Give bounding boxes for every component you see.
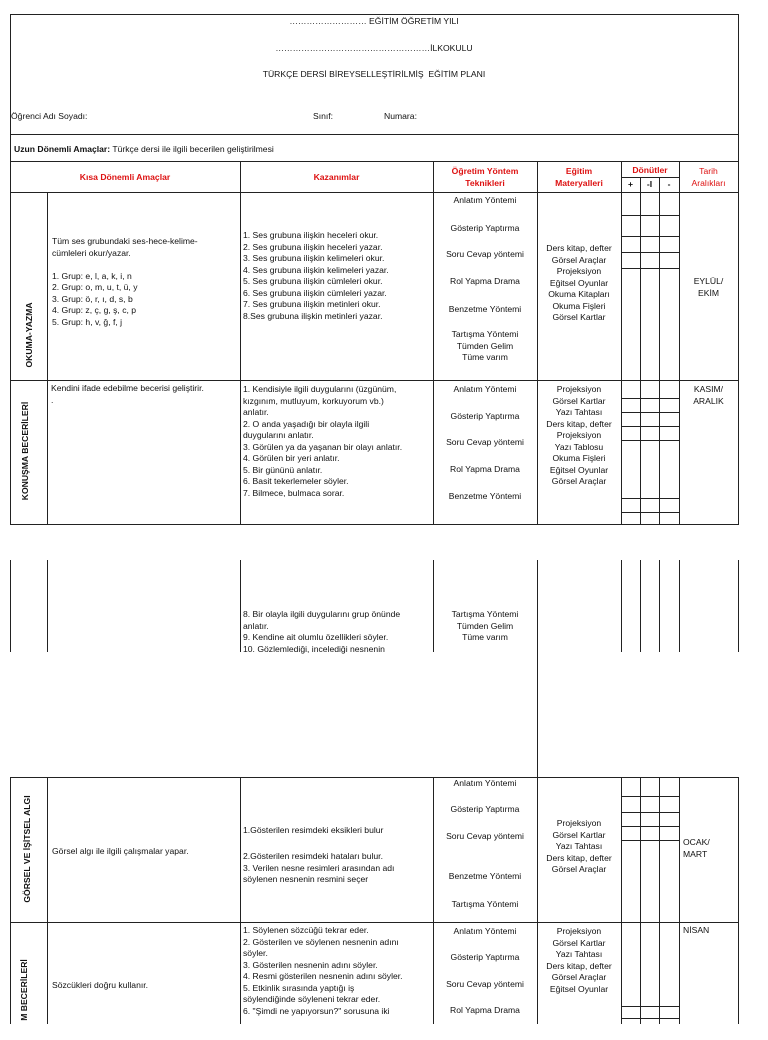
frame-left bbox=[10, 560, 11, 652]
frame-left bbox=[10, 777, 11, 1024]
method-item: Soru Cevap yöntemi bbox=[446, 831, 524, 841]
col-line bbox=[659, 777, 660, 1024]
plan-title: TÜRKÇE DERSİ BİREYSELLEŞTİRİLMİŞ EĞİTİM PLANI bbox=[262, 69, 486, 79]
col-line bbox=[47, 192, 48, 525]
dates-text: OCAK/ MART bbox=[683, 837, 710, 859]
outcomes-continued: 8. Bir olayla ilgili duygularını grup önünde anlatır. 9. Kendine ait olumlu özellikleri söyler. 10. Gözlemlediği, incelediği nesnenin bbox=[243, 609, 401, 654]
year-line: ……………………… EĞİTİM ÖĞRETİM YILI bbox=[289, 16, 459, 26]
fb-grid-line bbox=[621, 796, 679, 797]
method-item: Benzetme Yöntemi bbox=[448, 871, 522, 881]
fb-grid-line bbox=[621, 398, 679, 399]
col-line bbox=[240, 560, 241, 652]
materials-text: Ders kitap, defter Görsel Araçlar Projeksiyon Eğitsel Oyunlar Okuma Kitapları Okuma Fişleri Görsel Kartlar bbox=[546, 243, 612, 322]
col-fb-mid: -I bbox=[646, 179, 653, 189]
fb-grid-line bbox=[621, 826, 679, 827]
method-item: Soru Cevap yöntemi bbox=[446, 249, 524, 259]
materials-text: Projeksiyon Görsel Kartlar Yazı Tahtası Ders kitap, defter Projeksiyon Yazı Tablosu Okuma Fişleri Eğitsel Oyunlar Görsel Araçlar bbox=[546, 384, 612, 486]
fb-grid-line bbox=[621, 1018, 679, 1019]
rule bbox=[621, 177, 679, 178]
outcomes-text: 1. Söylenen sözcüğü tekrar eder. 2. Gösterilen ve söylenen nesnenin adını söyler. 3. Gösterilen nesnenin adını söyler. 4. Resmi gösterilen nesnenin adını söyler. 5. Etkinlik sırasında yaptığı iş söylendiğinde söyleneni tekrar eder. 6. "Şimdi ne yapıyorsun?" sorusuna iki bbox=[243, 925, 403, 1016]
col-line bbox=[240, 777, 241, 1024]
number-label: Numara: bbox=[384, 111, 417, 121]
method-item: Anlatım Yöntemi bbox=[453, 926, 517, 936]
fb-grid-line bbox=[621, 840, 679, 841]
rule bbox=[10, 777, 738, 778]
long-term-goal bbox=[14, 144, 274, 156]
col-line bbox=[679, 777, 680, 1024]
method-item: Tartışma Yöntemi bbox=[451, 899, 519, 909]
col-line bbox=[640, 560, 641, 652]
fb-grid-line bbox=[621, 440, 679, 441]
materials-text: Projeksiyon Görsel Kartlar Yazı Tahtası Ders kitap, defter Görsel Araçlar Eğitsel Oyunlar bbox=[546, 926, 612, 994]
col-methods: Öğretim Yöntem Teknikleri bbox=[451, 166, 519, 188]
method-item: Benzetme Yöntemi bbox=[448, 491, 522, 501]
col-line bbox=[47, 777, 48, 1024]
fb-grid-line bbox=[621, 268, 679, 269]
area-label: KONUŞMA BECERİLERİ bbox=[20, 401, 30, 501]
fb-grid-line bbox=[621, 236, 679, 237]
materials-text: Projeksiyon Görsel Kartlar Yazı Tahtası Ders kitap, defter Görsel Araçlar bbox=[546, 818, 612, 874]
fb-grid-line bbox=[621, 412, 679, 413]
col-outcomes: Kazanımlar bbox=[313, 172, 360, 182]
col-line bbox=[537, 560, 538, 778]
method-item: Anlatım Yöntemi bbox=[453, 778, 517, 788]
area-label: OKUMA-YAZMA bbox=[24, 302, 34, 368]
method-item: Benzetme Yöntemi bbox=[448, 304, 522, 314]
long-term-text: Türkçe dersi ile ilgili becerilen geliştirilmesi bbox=[110, 144, 274, 154]
area-label: M BECERİLERİ bbox=[19, 959, 29, 1021]
col-materials: Eğitim Materyalleri bbox=[555, 166, 603, 188]
rule bbox=[10, 161, 738, 162]
fb-grid-line bbox=[621, 215, 679, 216]
outcomes-text: 1.Gösterilen resimdeki eksikleri bulur bbox=[243, 825, 384, 835]
method-item: Tartışma Yöntemi Tümden Gelim Tüme varım bbox=[451, 329, 519, 362]
method-item: Rol Yapma Drama bbox=[450, 276, 520, 286]
col-fb-minus: - bbox=[667, 179, 671, 189]
method-item: Gösterip Yaptırma bbox=[450, 804, 520, 814]
dates-text: KASIM/ ARALIK bbox=[693, 384, 724, 406]
goal-text: Kendini ifade edebilme becerisi geliştirir. . bbox=[51, 383, 204, 405]
rule bbox=[10, 134, 738, 135]
method-item: Anlatım Yöntemi bbox=[453, 384, 517, 394]
outcomes-text: 1. Ses grubuna ilişkin heceleri okur. 2. Ses grubuna ilişkin heceleri yazar. 3. Ses grubuna ilişkin kelimeleri okur. 4. Ses grubuna ilişkin kelimeleri yazar. 5. Ses grubuna ilişkin cümleleri okur. 6. Ses grubuna ilişkin cümleleri yazar. 7. Ses grubuna ilişkin metinleri okur. 8.Ses grubuna ilişkin metinleri yazar. bbox=[243, 230, 389, 321]
method-item: Gösterip Yaptırma bbox=[450, 411, 520, 421]
student-label: Öğrenci Adı Soyadı: bbox=[11, 111, 88, 121]
col-line bbox=[621, 777, 622, 1024]
goal-text: Sözcükleri doğru kullanır. bbox=[52, 980, 149, 990]
col-line bbox=[659, 560, 660, 652]
long-term-label: Uzun Dönemli Amaçlar: bbox=[14, 144, 111, 154]
rule bbox=[10, 380, 738, 381]
outcomes-text: 2.Gösterilen resimdeki hataları bulur. 3. Verilen nesne resimleri arasından adı söylenen nesnenin resmini seçer bbox=[243, 851, 395, 884]
col-line bbox=[47, 560, 48, 652]
dates-text: NİSAN bbox=[683, 925, 710, 935]
col-line bbox=[679, 161, 680, 525]
frame-right bbox=[738, 14, 739, 525]
method-item: Soru Cevap yöntemi bbox=[446, 437, 524, 447]
fb-grid-line bbox=[621, 252, 679, 253]
school-line: ………………………………………………İLKOKULU bbox=[275, 43, 473, 53]
goal-text: Tüm ses grubundaki ses-hece-kelime- cümleleri okur/yazar. 1. Grup: e, l, a, k, i, n 2. Grup: o, m, u, t, ü, y 3. Grup: ö, r, ı, d, s, b 4. Grup: z, ç, g, ş, c, p 5. Grup: h, v, ğ, f, j bbox=[52, 236, 198, 327]
methods-continued: Tartışma Yöntemi Tümden Gelim Tüme varım bbox=[451, 609, 519, 642]
method-item: Soru Cevap yöntemi bbox=[446, 979, 524, 989]
area-label: GÖRSEL VE İŞİTSEL ALGI bbox=[22, 795, 32, 903]
col-fb-plus: + bbox=[627, 179, 634, 189]
col-line bbox=[640, 777, 641, 1024]
method-item: Anlatım Yöntemi bbox=[453, 195, 517, 205]
col-line bbox=[240, 161, 241, 525]
col-line bbox=[640, 177, 641, 525]
fb-grid-line bbox=[621, 498, 679, 499]
frame-left bbox=[10, 14, 11, 525]
col-short-term: Kısa Dönemli Amaçlar bbox=[79, 172, 171, 182]
rule bbox=[10, 192, 738, 193]
method-item: Gösterip Yaptırma bbox=[450, 952, 520, 962]
col-feedback: Dönütler bbox=[632, 165, 668, 175]
frame-right bbox=[738, 560, 739, 652]
frame-top bbox=[10, 14, 738, 15]
fb-grid-line bbox=[621, 812, 679, 813]
goal-text: Görsel algı ile ilgili çalışmalar yapar. bbox=[52, 846, 189, 856]
method-item: Rol Yapma Drama bbox=[450, 1005, 520, 1015]
dates-text: EYLÜL/ EKİM bbox=[693, 276, 724, 298]
col-line bbox=[621, 560, 622, 652]
method-item: Gösterip Yaptırma bbox=[450, 223, 520, 233]
fb-grid-line bbox=[621, 512, 679, 513]
col-line bbox=[659, 177, 660, 525]
frame-right bbox=[738, 777, 739, 1024]
col-dates: Tarih Aralıkları bbox=[691, 166, 726, 188]
outcomes-text: 1. Kendisiyle ilgili duygularını (üzgünüm, kızgınım, mutluyum, korkuyorum vb.) anlatır. 2. O anda yaşadığı bir olayla ilgili duygularını anlatır. 3. Görülen ya da yaşanan bir olayı anlatır. 4. Görülen bir yeri anlatır. 5. Bir gününü anlatır. 6. Basit tekerlemeler söyler. 7. Bilmece, bulmaca sorar. bbox=[243, 384, 403, 498]
rule bbox=[10, 922, 738, 923]
col-line bbox=[679, 560, 680, 652]
fb-grid-line bbox=[621, 426, 679, 427]
class-label: Sınıf: bbox=[313, 111, 334, 121]
rule bbox=[10, 524, 738, 525]
fb-grid-line bbox=[621, 1006, 679, 1007]
method-item: Rol Yapma Drama bbox=[450, 464, 520, 474]
